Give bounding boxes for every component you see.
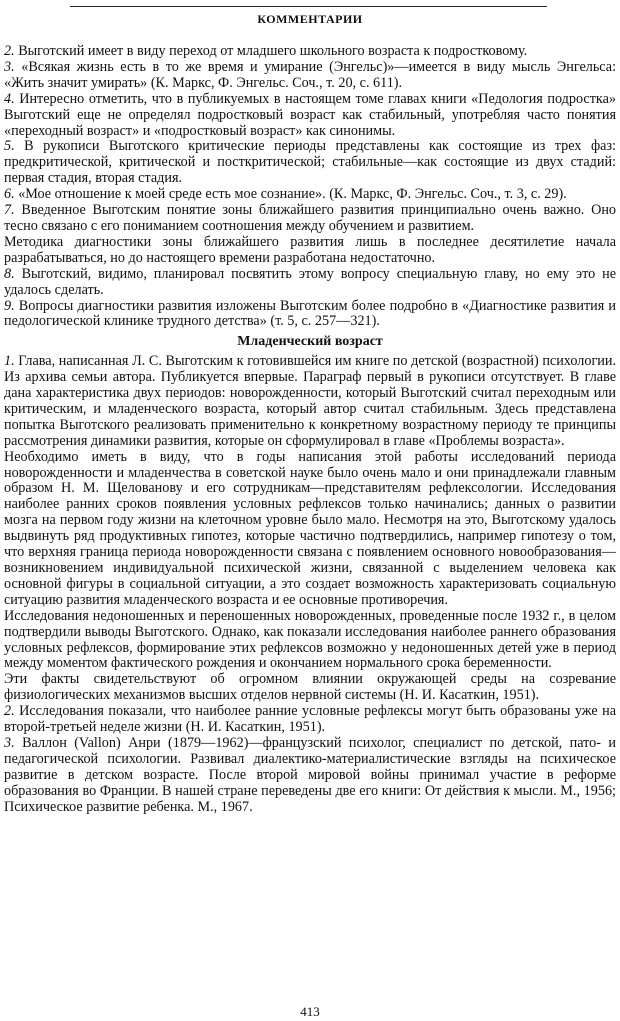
note-paragraph xyxy=(4,736,616,816)
note-number: 7. xyxy=(4,202,15,219)
note-number: 6. xyxy=(4,186,15,203)
note-number: 2. xyxy=(4,703,15,720)
note-text: Методика диагностики зоны ближайшего развития лишь в последнее десятилетие начала разрабатываться, но до настоящего времени разработана недостаточно. xyxy=(4,233,616,266)
note-text: Введенное Выготским понятие зоны ближайшего развития принципиально очень важно. Оно тесно связано с его пониманием соотношения между обучением и развитием. xyxy=(4,202,617,234)
note-paragraph xyxy=(4,60,616,92)
page-number: 413 xyxy=(300,1004,320,1019)
note-paragraph xyxy=(4,203,616,235)
note-text: «Мое отношение к моей среде есть мое сознание». (К. Маркс, Ф. Энгельс. Соч., т. 3, с. 29). xyxy=(18,186,567,203)
note-text: Глава, написанная Л. С. Выготским к готовившейся им книге по детской (возрастной) психологии. Из архива семьи автора. Публикуется впервые. Параграф первый в рукописи отсутствует. В главе дана характеристика двух периодов: новорожденности, который Выготский считал переходным или критическим, и младенческого возраста, который автор считал стабильным. Здесь представлена попытка Выготского реализовать применительно к конкретному возрастному периоду те принципы рассмотрения динамики развития, которые он сформулировал в главе «Проблемы возраста». xyxy=(4,353,616,449)
note-paragraph xyxy=(4,609,616,673)
note-number: 4. xyxy=(4,90,15,107)
note-paragraph xyxy=(4,235,616,267)
note-text: Исследования показали, что наиболее ранние условные рефлексы могут быть образованы уже на второй-третьей неделе жизни (Н. И. Касаткин, 1951). xyxy=(4,703,616,736)
note-number: 9. xyxy=(4,297,15,314)
header-rule xyxy=(70,6,547,7)
note-text: Валлон (Vallon) Анри (1879—1962)—французский психолог, специалист по детской, пато- и педагогической психологии. Развивал диалектико-материалистические взгляды на психическое развитие в детском возрасте. После второй мировой войны принимал участие в реформе образования во Франции. В нашей стране переведены две его книги: От действия к мысли. М., 1956; Психическое развитие ребенка. М., 1967. xyxy=(4,734,617,815)
note-paragraph xyxy=(4,704,616,736)
note-paragraph xyxy=(4,299,616,331)
note-text: Выготский, видимо, планировал посвятить этому вопросу специальную главу, но ему это не удалось сделать. xyxy=(4,265,616,298)
note-paragraph xyxy=(4,139,616,187)
note-paragraph xyxy=(4,354,616,449)
note-number: 5. xyxy=(4,138,15,155)
note-number: 1. xyxy=(4,353,15,370)
note-paragraph xyxy=(4,44,616,60)
note-text: В рукописи Выготского критические периоды представлены как состоящие из трех фаз: предкритической, критической и посткритической; стабильные—как состоящие из двух стадий: первая стадия, вторая стадия. xyxy=(4,138,616,187)
note-text: «Всякая жизнь есть в то же время и умирание (Энгельс)»—имеется в виду мысль Энгельса: «Жить значит умирать» (К. Маркс, Ф. Энгельс. Соч., т. 20, с. 611). xyxy=(4,58,617,91)
note-number: 2. xyxy=(4,43,15,59)
note-text: Выготский имеет в виду переход от младшего школьного возраста к подростковому. xyxy=(18,43,528,59)
running-header: КОММЕНТАРИИ xyxy=(257,12,363,26)
note-number: 3. xyxy=(4,734,15,751)
note-paragraph xyxy=(4,672,616,704)
note-paragraph xyxy=(4,92,616,140)
section-title: Младенческий возраст xyxy=(237,334,383,350)
note-paragraph xyxy=(4,187,616,203)
note-text: Необходимо иметь в виду, что в годы написания этой работы исследований периода новорожденности и младенчества в советской науке было очень мало и они принадлежали главным образом Н. М. Щелованову и его сотрудникам—представителям рефлексологии. Исследования наиболее ранних сроков появления условных рефлексов только начинались; данных о развитии мозга на первом году жизни на клеточном уровне было мало. Несмотря на это, Выготскому удалось выдвинуть ряд продуктивных гипотез, которые частично подтвердились, например гипотезу о том, что верхняя граница периода новорожденности связана с появлением основного новообразования—возникновением индивидуальной психической жизни, связанной с выделением человека как основной фигуры в социальной ситуации, а это создает возможность характеризовать социальную ситуацию развития младенческого возраста и ее основные противоречия. xyxy=(4,448,616,608)
notes-part-2 xyxy=(4,354,616,815)
notes-part-1 xyxy=(4,44,616,330)
note-text: Интересно отметить, что в публикуемых в настоящем томе главах книги «Педология подростка» Выготский еще не определял подростковый возраст как стабильный, употребляя часто понятия «переходный возраст» и «подростковый возраст» как синонимы. xyxy=(4,90,616,139)
note-number: 8. xyxy=(4,265,15,282)
note-text: Вопросы диагностики развития изложены Выготским более подробно в «Диагностике развития и педологической клинике трудного детства» (т. 5, с. 257—321). xyxy=(4,297,617,330)
note-paragraph xyxy=(4,267,616,299)
note-text: Эти факты свидетельствуют об огромном влиянии окружающей среды на созревание физиологических механизмов высших отделов нервной системы (Н. И. Касаткин, 1951). xyxy=(4,671,616,704)
note-text: Исследования недоношенных и переношенных новорожденных, проведенные после 1932 г., в целом подтвердили выводы Выготского. Однако, как показали исследования наиболее раннего образования условных рефлексов, формирование этих рефлексов возможно у недоношенных детей уже в период между моментом фактического рождения и окончанием нормального срока беременности. xyxy=(4,607,616,672)
note-number: 3. xyxy=(4,58,15,75)
note-paragraph xyxy=(4,450,616,609)
commentary-body xyxy=(4,44,616,816)
